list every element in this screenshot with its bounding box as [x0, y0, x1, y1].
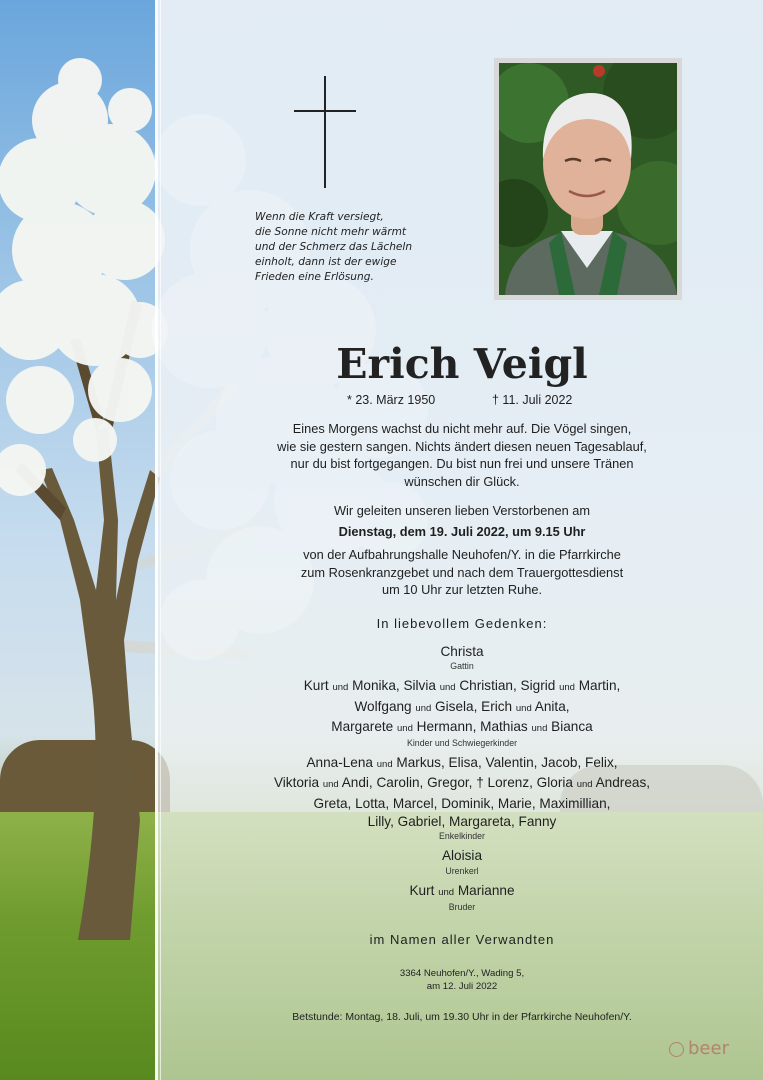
- in-memory-heading: In liebevollem Gedenken:: [376, 616, 548, 631]
- poem-line: die Sonne nicht mehr wärmt: [255, 226, 407, 238]
- mourner-name: Bianca: [551, 718, 593, 734]
- conjunction: und: [576, 779, 593, 791]
- mourner-names: [255, 847, 669, 865]
- mourner-names: [255, 754, 669, 774]
- panel-divider: [155, 0, 158, 1080]
- conjunction: und: [376, 759, 393, 771]
- mourner-group: [255, 754, 669, 842]
- mourners-list: [255, 643, 669, 918]
- funeral-date-time: Dienstag, dem 19. Juli 2022, um 9.15 Uhr: [338, 524, 586, 539]
- address-block: [255, 967, 669, 993]
- relationship-label: Urenkerl: [445, 865, 479, 876]
- memorial-text: [255, 420, 669, 490]
- conjunction: und: [322, 779, 339, 791]
- mourner-names: [255, 698, 669, 718]
- mourner-name: Kurt: [303, 678, 329, 694]
- beer-logo: [669, 1037, 729, 1061]
- cross-icon: [294, 76, 356, 188]
- poem-line: und der Schmerz das Lächeln: [255, 241, 413, 253]
- mourner-name: Monika, Silvia: [352, 678, 436, 694]
- mourner-name: Christian, Sigrid: [459, 678, 556, 694]
- relationship-label: Gattin: [450, 661, 474, 672]
- mourner-names: [255, 643, 669, 661]
- mourner-name: Wolfgang: [354, 698, 412, 714]
- conjunction: und: [438, 886, 455, 898]
- portrait-image: [499, 63, 677, 295]
- memorial-text-line: wünschen dir Glück.: [404, 473, 520, 489]
- funeral-route: [255, 546, 669, 599]
- mourner-name: Christa: [440, 644, 484, 659]
- mourner-name: Anna-Lena: [306, 755, 373, 771]
- mourner-group: [255, 677, 669, 749]
- relationship-label: Enkelkinder: [439, 831, 485, 842]
- poem: [255, 210, 455, 285]
- mourner-name: Anita,: [534, 698, 570, 714]
- prayer-hour-notice: Betstunde: Montag, 18. Juli, um 19.30 Uhr in der Pfarrkirche Neuhofen/Y.: [292, 1011, 632, 1023]
- memorial-text-line: wie sie gestern sangen. Nichts ändert diesen neuen Tagesablauf,: [277, 438, 647, 454]
- mourner-name: Lilly, Gabriel, Margareta, Fanny: [367, 814, 557, 830]
- mourner-name: Hermann, Mathias: [416, 718, 528, 734]
- mourner-group: [255, 882, 669, 913]
- conjunction: und: [439, 682, 456, 694]
- mourner-names: [255, 718, 669, 738]
- mourner-name: Marianne: [457, 882, 515, 898]
- mourner-names: [255, 813, 669, 831]
- mourner-names: [255, 677, 669, 697]
- funeral-route-line: zum Rosenkranzgebet und nach dem Trauergottesdienst: [300, 564, 624, 580]
- birth-date: * 23. März 1950: [347, 393, 436, 407]
- memorial-text-line: Eines Morgens wachst du nicht mehr auf. Die Vögel singen,: [292, 421, 632, 436]
- memorial-text-line: nur du bist fortgegangen. Du bist nun frei und unsere Tränen: [290, 456, 634, 471]
- death-date: † 11. Juli 2022: [492, 393, 573, 407]
- funeral-route-line: von der Aufbahrungshalle Neuhofen/Y. in die Pfarrkirche: [303, 547, 621, 562]
- mourner-name: Gisela, Erich: [435, 698, 513, 714]
- conjunction: und: [559, 682, 575, 694]
- mourner-name: Andreas,: [595, 775, 651, 791]
- logo-text: beer: [688, 1038, 729, 1059]
- mourner-name: Greta, Lotta, Marcel, Dominik, Marie, Maximillian,: [313, 795, 611, 811]
- funeral-invitation: Wir geleiten unseren lieben Verstorbenen am: [333, 503, 591, 518]
- mourner-name: Martin,: [578, 678, 621, 694]
- mourner-name: Margarete: [331, 718, 394, 734]
- conjunction: und: [397, 722, 413, 734]
- mourner-name: Kurt: [409, 882, 435, 898]
- poem-line: Wenn die Kraft versiegt,: [255, 211, 384, 223]
- mourner-name: Andi, Carolin, Gregor, † Lorenz, Gloria: [341, 775, 573, 791]
- relationship-label: Kinder und Schwiegerkinder: [406, 738, 518, 749]
- logo-mark-icon: [669, 1042, 684, 1057]
- mourner-names: [255, 882, 669, 902]
- conjunction: und: [515, 702, 532, 714]
- mourner-group: [255, 643, 669, 672]
- mourner-name: Aloisia: [441, 848, 483, 864]
- poem-line: Frieden eine Erlösung.: [255, 271, 374, 283]
- mourner-name: Viktoria: [273, 775, 320, 791]
- funeral-route-line: um 10 Uhr zur letzten Ruhe.: [381, 582, 543, 597]
- poem-line: einholt, dann ist der ewige: [255, 256, 397, 268]
- panel-divider-thin: [160, 0, 161, 1080]
- mourner-group: [255, 847, 669, 876]
- conjunction: und: [531, 722, 548, 734]
- relationship-label: Bruder: [448, 901, 476, 912]
- conjunction: und: [415, 702, 432, 714]
- deceased-name: Erich Veigl: [336, 340, 588, 388]
- mourner-name: Markus, Elisa, Valentin, Jacob, Felix,: [396, 755, 618, 771]
- address-date: am 12. Juli 2022: [426, 981, 498, 992]
- mourner-names: [255, 774, 669, 794]
- mourner-names: [255, 795, 669, 813]
- portrait-photo: [494, 58, 682, 300]
- address-line: 3364 Neuhofen/Y., Wading 5,: [399, 968, 525, 979]
- relatives-line: im Namen aller Verwandten: [369, 932, 555, 947]
- conjunction: und: [332, 682, 349, 694]
